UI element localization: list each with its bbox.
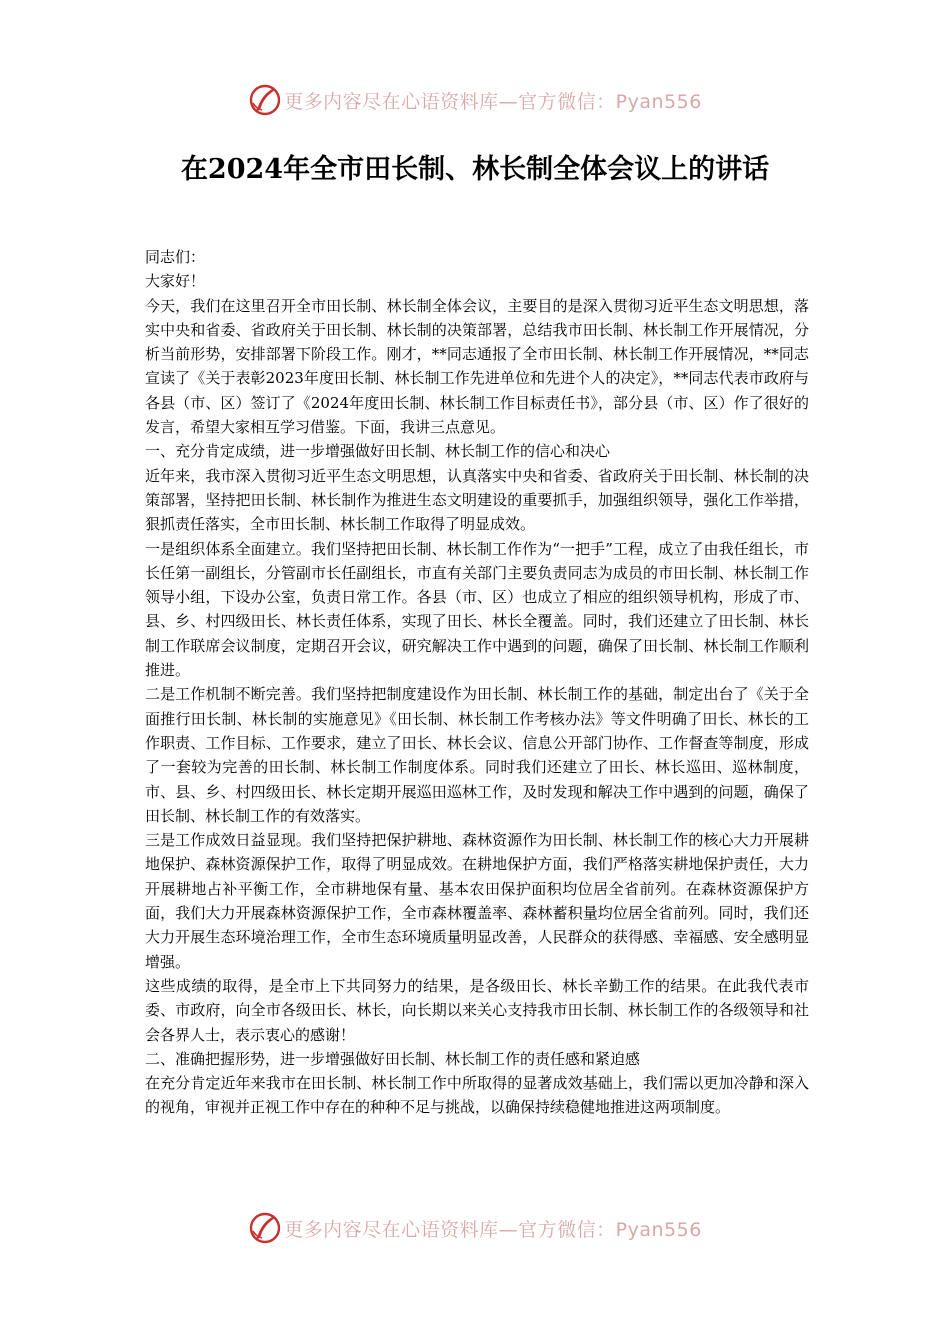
watermark-text: 更多内容尽在心语资料库—官方微信：Pyan556 <box>284 1218 702 1241</box>
body-paragraph: 三是工作成效日益显现。我们坚持把保护耕地、森林资源作为田长制、林长制工作的核心大力开展耕地保护、森林资源保护工作，取得了明显成效。在耕地保护方面，我们严格落实耕地保护责任，大力开展耕地占补平衡工作，全市耕地保有量、基本农田保护面积均位居全省前列。在森林资源保护方面，我们大力开展森林资源保护工作，全市森林覆盖率、森林蓄积量均位居全省前列。同时，我们还大力开展生态环境治理工作，全市生态环境质量明显改善，人民群众的获得感、幸福感、安全感明显增强。 <box>145 831 809 971</box>
watermark-text: 更多内容尽在心语资料库—官方微信：Pyan556 <box>284 90 702 113</box>
section-heading-1: 一、充分肯定成绩，进一步增强做好田长制、林长制工作的信心和决心 <box>145 442 611 461</box>
body-paragraph: 近年来，我市深入贯彻习近平生态文明思想，认真落实中央和省委、省政府关于田长制、林长制的决策部署，坚持把田长制、林长制作为推进生态文明建设的重要抓手，加强组织领导，强化工作举措，狠抓责任落实，全市田长制、林长制工作取得了明显成效。 <box>145 466 809 534</box>
footer-watermark <box>0 1208 950 1248</box>
greeting: 大家好！ <box>145 272 206 291</box>
salutation: 同志们： <box>145 248 206 266</box>
body-paragraph: 在充分肯定近年来我市在田长制、林长制工作中所取得的显著成效基础上，我们需以更加冷静和深入的视角，审视并正视工作中存在的种种不足与挑战，以确保持续稳健地推进这两项制度。 <box>145 1074 809 1117</box>
body-paragraph: 二是工作机制不断完善。我们坚持把制度建设作为田长制、林长制工作的基础，制定出台了《关于全面推行田长制、林长制的实施意见》《田长制、林长制工作考核办法》等文件明确了田长、林长的工作职责、工作目标、工作要求，建立了田长、林长会议、信息公开部门协作、工作督查等制度，形成了一套较为完善的田长制、林长制工作制度体系。同时我们还建立了田长、林长巡田、巡林制度，市、县、乡、村四级田长、林长定期开展巡田巡林工作，及时发现和解决工作中遇到的问题，确保了田长制、林长制工作的有效落实。 <box>145 685 809 825</box>
quill-pen-icon <box>248 83 282 117</box>
quill-pen-icon <box>248 1211 282 1245</box>
opening-paragraph: 今天，我们在这里召开全市田长制、林长制全体会议，主要目的是深入贯彻习近平生态文明思想，落实中央和省委、省政府关于田长制、林长制的决策部署，总结我市田长制、林长制工作开展情况，分析当前形势，安排部署下阶段工作。刚才，**同志通报了全市田长制、林长制工作开展情况，**同志宣读了《关于表彰2023年度田长制、林长制工作先进单位和先进个人的决定》，**同志代表市政府与各县（市、区）签订了《2024年度田长制、林长制工作目标责任书》，部分县（市、区）作了很好的发言，希望大家相互学习借鉴。下面，我讲三点意见。 <box>145 296 809 437</box>
document-title: 在2024年全市田长制、林长制全体会议上的讲话 <box>180 154 770 185</box>
header-watermark <box>0 80 950 120</box>
section-heading-2: 二、准确把握形势，进一步增强做好田长制、林长制工作的责任感和紧迫感 <box>145 1049 641 1068</box>
body-paragraph: 一是组织体系全面建立。我们坚持把田长制、林长制工作作为“一把手”工程，成立了由我任组长，市长任第一副组长，分管副市长任副组长，市直有关部门主要负责同志为成员的市田长制、林长制工作领导小组，下设办公室，负责日常工作。各县（市、区）也成立了相应的组织领导机构，形成了市、县、乡、村四级田长、林长责任体系，实现了田长、林长全覆盖。同时，我们还建立了田长制、林长制工作联席会议制度，定期召开会议，研究解决工作中遇到的问题，确保了田长制、林长制工作顺利推进。 <box>145 539 809 680</box>
body-paragraph: 这些成绩的取得，是全市上下共同努力的结果，是各级田长、林长辛勤工作的结果。在此我代表市委、市政府，向全市各级田长、林长，向长期以来关心支持我市田长制、林长制工作的各级领导和社会各界人士，表示衷心的感谢！ <box>145 976 809 1044</box>
document-body <box>145 245 809 1120</box>
